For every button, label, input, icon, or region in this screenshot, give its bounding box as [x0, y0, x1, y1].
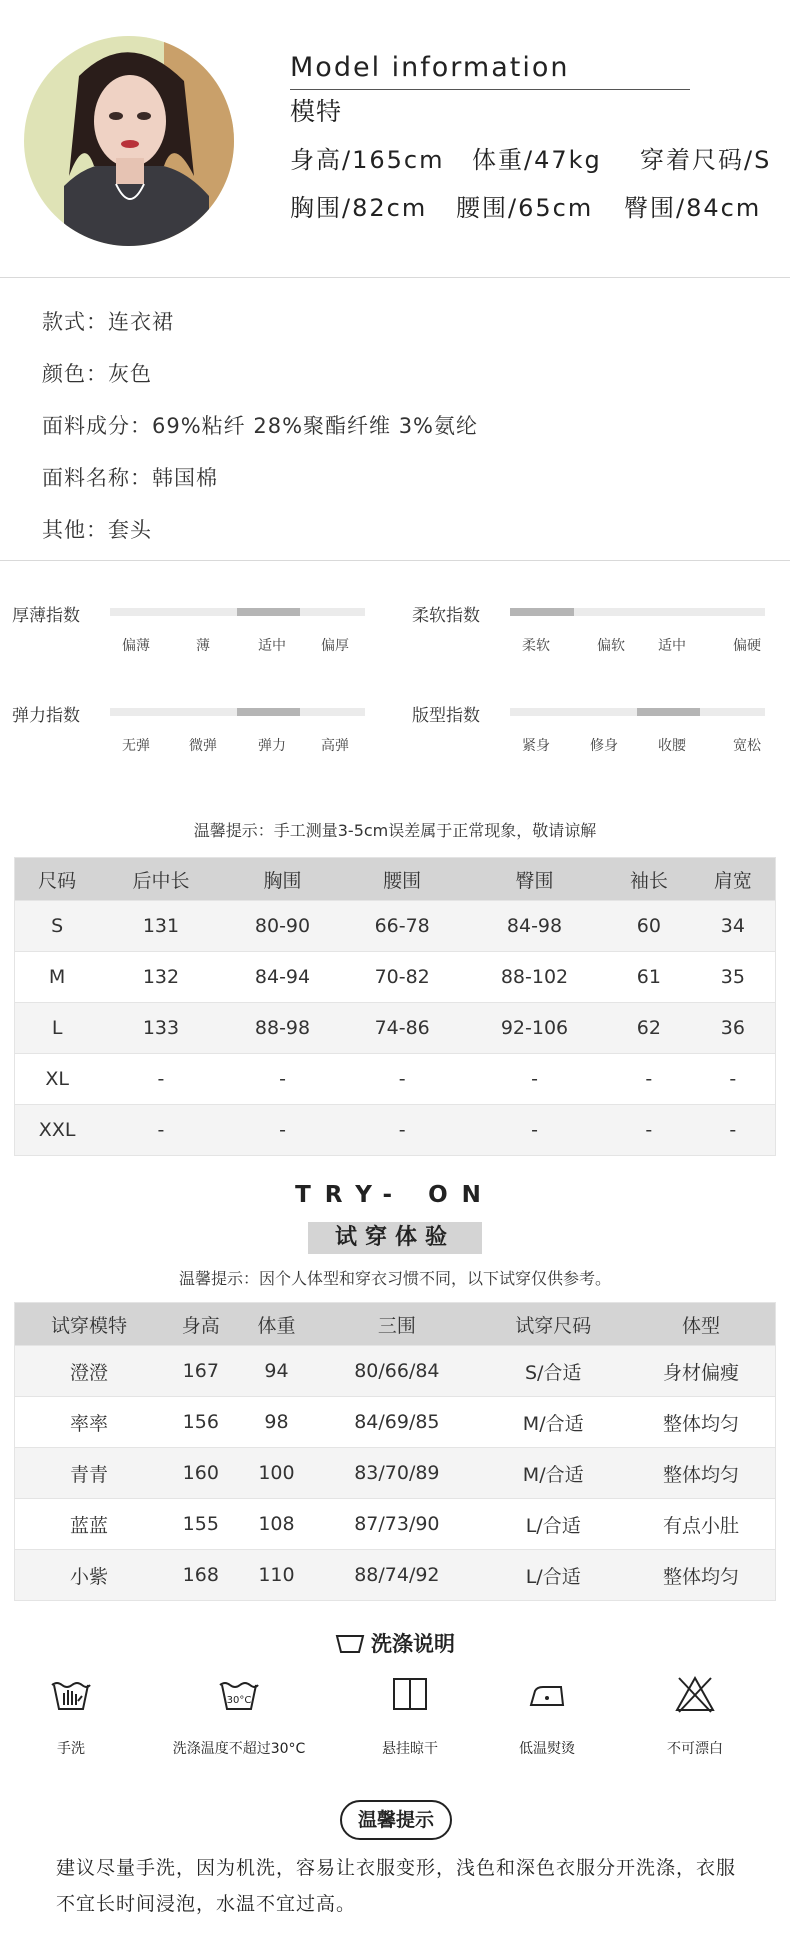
table-row	[15, 952, 776, 1003]
index-tick: 偏薄	[122, 638, 150, 654]
cell: 98	[239, 1397, 315, 1448]
wash-temp-text: 30°C	[226, 1695, 252, 1706]
tryon-notice: 温馨提示：因个人体型和穿衣习惯不同，以下试穿仅供参考。	[178, 1269, 611, 1288]
cell: 167	[163, 1346, 239, 1397]
tips-title-pill: 温馨提示	[340, 1800, 452, 1840]
cell: 131	[99, 901, 222, 952]
model-title-underline	[290, 89, 690, 90]
col-header: 臀围	[462, 858, 607, 901]
cell: -	[223, 1105, 343, 1156]
model-portrait-image	[24, 36, 234, 246]
cell: 80-90	[223, 901, 343, 952]
col-header: 后中长	[99, 858, 222, 901]
cell: L/合适	[479, 1499, 627, 1550]
index-tick: 偏厚	[321, 638, 349, 654]
cell: -	[99, 1054, 222, 1105]
col-header: 身高	[163, 1303, 239, 1346]
table-row	[15, 1550, 776, 1601]
cell: 84-94	[223, 952, 343, 1003]
wash-label: 不可漂白	[667, 1741, 723, 1757]
cell: 蓝蓝	[15, 1499, 163, 1550]
cell: 108	[239, 1499, 315, 1550]
index-label: 柔软指数	[412, 606, 480, 626]
cell: 整体均匀	[627, 1550, 776, 1601]
cell: 94	[239, 1346, 315, 1397]
wash-item-30c	[164, 1672, 314, 1758]
attr-color: 颜色：灰色	[42, 362, 152, 386]
cell: 66-78	[342, 901, 462, 952]
cell: -	[223, 1054, 343, 1105]
index-label: 弹力指数	[12, 706, 80, 726]
index-tick: 适中	[658, 638, 686, 654]
cell: L/合适	[479, 1550, 627, 1601]
col-header: 肩宽	[691, 858, 776, 901]
attr-fabric-name: 面料名称：韩国棉	[42, 466, 218, 490]
washing-title	[0, 1628, 790, 1658]
cell: 36	[691, 1003, 776, 1054]
index-tick: 修身	[590, 738, 618, 754]
index-softness-track	[510, 608, 765, 616]
wash-item-no-bleach	[620, 1672, 770, 1758]
index-thickness-track	[110, 608, 365, 616]
attr-fabric-composition: 面料成分：69%粘纤 28%聚酯纤维 3%氨纶	[42, 414, 479, 438]
hang-dry-icon	[392, 1677, 428, 1711]
model-height: 身高/165cm	[290, 146, 445, 174]
index-fit	[412, 701, 480, 726]
table-row	[15, 1346, 776, 1397]
index-tick: 偏硬	[733, 638, 761, 654]
index-softness	[412, 601, 480, 626]
cell: 168	[163, 1550, 239, 1601]
table-row	[15, 901, 776, 952]
cell: 70-82	[342, 952, 462, 1003]
wash-label: 悬挂晾干	[382, 1741, 438, 1757]
index-tick: 弹力	[258, 738, 286, 754]
col-header: 腰围	[342, 858, 462, 901]
cell: 83/70/89	[314, 1448, 479, 1499]
attr-other: 其他：套头	[42, 518, 152, 542]
col-header: 三围	[314, 1303, 479, 1346]
tryon-title: TRY- ON	[295, 1182, 495, 1208]
index-fit-track	[510, 708, 765, 716]
cell: -	[462, 1054, 607, 1105]
wash-item-hang-dry	[335, 1672, 485, 1758]
col-header: 袖长	[607, 858, 691, 901]
cell: -	[691, 1054, 776, 1105]
table-row	[15, 1105, 776, 1156]
model-hip: 臀围/84cm	[624, 194, 762, 222]
cell: 整体均匀	[627, 1397, 776, 1448]
cell: L	[15, 1003, 100, 1054]
hand-wash-icon	[50, 1677, 92, 1711]
cell: 35	[691, 952, 776, 1003]
table-row	[15, 1054, 776, 1105]
cell: 92-106	[462, 1003, 607, 1054]
tryon-table	[14, 1302, 776, 1601]
cell: 156	[163, 1397, 239, 1448]
cell: -	[99, 1105, 222, 1156]
model-size: 穿着尺码/S	[640, 146, 772, 174]
cell: S/合适	[479, 1346, 627, 1397]
table-row	[15, 1003, 776, 1054]
col-header: 体重	[239, 1303, 315, 1346]
size-notice: 温馨提示：手工测量3-5cm误差属于正常现象，敬请谅解	[193, 821, 597, 840]
cell: 84/69/85	[314, 1397, 479, 1448]
no-bleach-icon	[674, 1674, 716, 1714]
index-label: 版型指数	[412, 706, 480, 726]
cell: M	[15, 952, 100, 1003]
cell: 身材偏瘦	[627, 1346, 776, 1397]
attr-style: 款式：连衣裙	[42, 310, 174, 334]
cell: 110	[239, 1550, 315, 1601]
cell: 60	[607, 901, 691, 952]
cell: 87/73/90	[314, 1499, 479, 1550]
cell: M/合适	[479, 1397, 627, 1448]
cell: -	[342, 1105, 462, 1156]
cell: M/合适	[479, 1448, 627, 1499]
wash-label: 手洗	[57, 1741, 85, 1757]
cell: 率率	[15, 1397, 163, 1448]
wash-item-hand-wash	[0, 1672, 146, 1758]
index-elasticity-fill	[237, 708, 300, 716]
cell: 62	[607, 1003, 691, 1054]
cell: 160	[163, 1448, 239, 1499]
cell: 88-98	[223, 1003, 343, 1054]
index-tick: 柔软	[522, 638, 550, 654]
index-elasticity	[12, 701, 80, 726]
wash-label: 洗涤温度不超过30°C	[172, 1741, 306, 1757]
col-header: 试穿模特	[15, 1303, 163, 1346]
index-thickness	[12, 601, 80, 626]
index-fit-fill	[637, 708, 700, 716]
cell: XXL	[15, 1105, 100, 1156]
wash-item-low-iron	[472, 1672, 622, 1758]
index-tick: 高弹	[321, 738, 349, 754]
cell: -	[607, 1054, 691, 1105]
model-info-subtitle: 模特	[290, 97, 343, 126]
cell: 84-98	[462, 901, 607, 952]
wash-30c-icon	[218, 1677, 260, 1711]
cell: 88-102	[462, 952, 607, 1003]
cell: XL	[15, 1054, 100, 1105]
col-header: 试穿尺码	[479, 1303, 627, 1346]
tryon-table-header	[15, 1303, 776, 1346]
cell: -	[691, 1105, 776, 1156]
cell: S	[15, 901, 100, 952]
cell: 80/66/84	[314, 1346, 479, 1397]
model-photo	[24, 36, 234, 246]
col-header: 胸围	[223, 858, 343, 901]
cell: -	[607, 1105, 691, 1156]
index-tick: 适中	[258, 638, 286, 654]
index-tick: 薄	[196, 638, 210, 654]
low-iron-icon	[527, 1679, 567, 1709]
cell: 74-86	[342, 1003, 462, 1054]
table-row	[15, 1397, 776, 1448]
section-divider	[0, 277, 790, 278]
cell: 132	[99, 952, 222, 1003]
cell: 整体均匀	[627, 1448, 776, 1499]
cell: 100	[239, 1448, 315, 1499]
size-table-header	[15, 858, 776, 901]
section-divider	[0, 560, 790, 561]
index-tick: 偏软	[597, 638, 625, 654]
model-waist: 腰围/65cm	[456, 194, 594, 222]
col-header: 体型	[627, 1303, 776, 1346]
index-tick: 宽松	[733, 738, 761, 754]
size-table	[14, 857, 776, 1156]
index-elasticity-track	[110, 708, 365, 716]
cell: -	[342, 1054, 462, 1105]
tryon-subtitle: 试穿体验	[308, 1222, 482, 1254]
cell: 小紫	[15, 1550, 163, 1601]
wash-label: 低温熨烫	[519, 1741, 575, 1757]
col-header: 尺码	[15, 858, 100, 901]
cell: 155	[163, 1499, 239, 1550]
cell: 34	[691, 901, 776, 952]
index-tick: 微弹	[189, 738, 217, 754]
index-softness-fill	[510, 608, 574, 616]
cell: 61	[607, 952, 691, 1003]
index-tick: 收腰	[658, 738, 686, 754]
model-weight: 体重/47kg	[472, 146, 602, 174]
cell: 有点小肚	[627, 1499, 776, 1550]
model-info-title: Model information	[290, 52, 570, 83]
model-bust: 胸围/82cm	[290, 194, 428, 222]
tips-text: 建议尽量手洗，因为机洗，容易让衣服变形，浅色和深色衣服分开洗涤，衣服不宜长时间浸泡，水温不宜过高。	[56, 1857, 737, 1915]
washing-title-text: 洗涤说明	[371, 1632, 455, 1656]
index-thickness-fill	[237, 608, 300, 616]
cell: -	[462, 1105, 607, 1156]
index-tick: 紧身	[522, 738, 550, 754]
cell: 澄澄	[15, 1346, 163, 1397]
index-label: 厚薄指数	[12, 606, 80, 626]
index-tick: 无弹	[122, 738, 150, 754]
cell: 青青	[15, 1448, 163, 1499]
table-row	[15, 1448, 776, 1499]
cell: 133	[99, 1003, 222, 1054]
table-row	[15, 1499, 776, 1550]
cell: 88/74/92	[314, 1550, 479, 1601]
wash-tub-icon	[335, 1632, 365, 1654]
